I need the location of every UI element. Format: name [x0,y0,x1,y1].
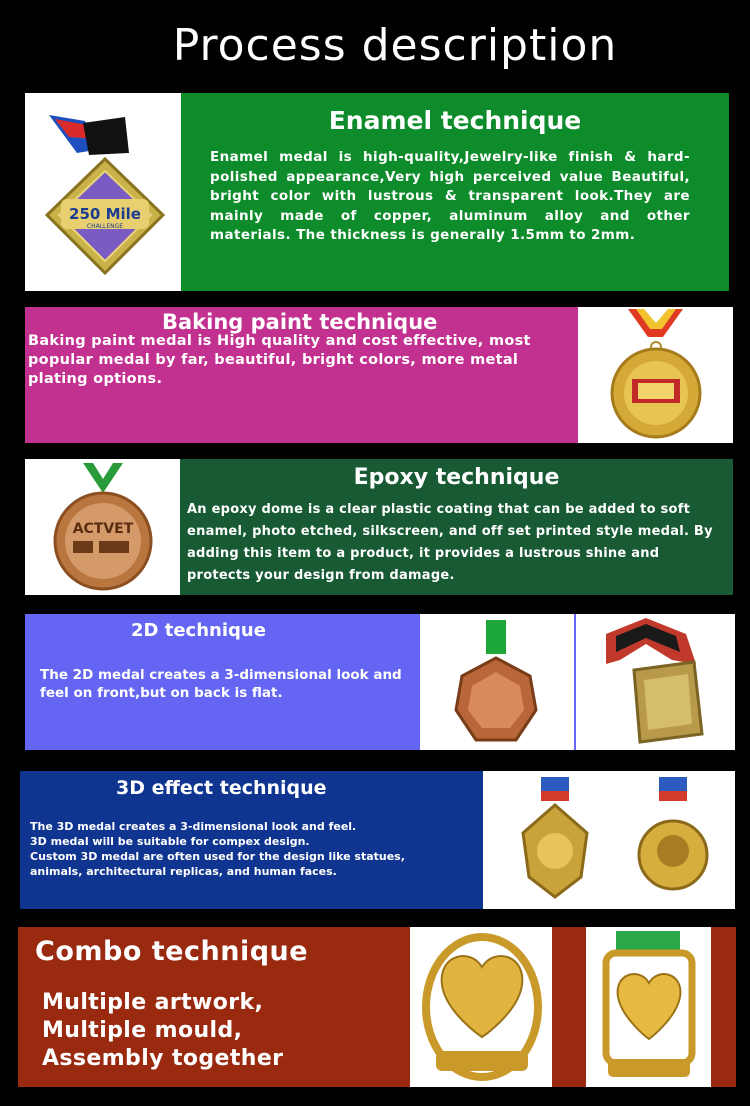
two-d-medal-image-2 [576,614,735,750]
three-d-section [20,771,735,909]
combo-line: Assembly together [42,1046,284,1071]
combo-line: Multiple artwork, [42,990,264,1015]
baking-medal-image [578,307,733,443]
enamel-body: Enamel medal is high-quality,Jewelry-like finish & hard-polished appearance,Very high perceived value Beautiful, bright color with lustrous & transparent look.They are mainly made of copper, aluminum alloy and other materials. The thickness is generally 1.5mm to 2mm. [210,149,690,243]
combo-section [18,927,736,1087]
baking-section [25,307,733,443]
two-d-heading: 2D technique [131,620,266,641]
enamel-medal-subtext: CHALLENGE [86,223,124,230]
three-d-body-line: The 3D medal creates a 3-dimensional look and feel. [30,820,357,833]
epoxy-section [25,459,733,595]
combo-body [42,989,402,1073]
enamel-section [25,93,729,291]
two-d-medal-image-1 [420,614,574,750]
baking-heading: Baking paint technique [162,310,438,334]
three-d-heading: 3D effect technique [116,777,327,799]
three-d-body-line: Custom 3D medal are often used for the design like statues, [30,850,405,863]
enamel-medal-image [25,93,181,291]
combo-heading: Combo technique [35,936,309,967]
three-d-body [30,819,490,879]
enamel-heading: Enamel technique [328,106,582,135]
combo-medal-image-2 [586,927,711,1087]
page-title: Process description [172,20,618,71]
two-d-body: The 2D medal creates a 3-dimensional look and feel on front,but on back is flat. [40,667,402,701]
combo-medal-image-1 [410,927,552,1087]
combo-line: Multiple mould, [42,1018,243,1043]
epoxy-medal-text: ACTVET [72,521,134,537]
epoxy-medal-image [25,459,180,595]
epoxy-body: An epoxy dome is a clear plastic coating that can be added to soft enamel, photo etched, silkscreen, and off set printed style medal. By adding this item to a product, it provides a lustrous shine and protects your design from damage. [187,502,713,583]
enamel-medal-text: 250 Mile [69,205,141,223]
epoxy-heading: Epoxy technique [353,465,560,490]
three-d-medal-image [483,771,735,909]
baking-body: Baking paint medal is High quality and cost effective, most popular medal by far, beautiful, bright colors, more metal plating options. [28,333,531,387]
two-d-section [25,614,735,750]
three-d-body-line: 3D medal will be suitable for compex design. [30,835,310,848]
three-d-body-line: animals, architectural replicas, and human faces. [30,865,337,878]
